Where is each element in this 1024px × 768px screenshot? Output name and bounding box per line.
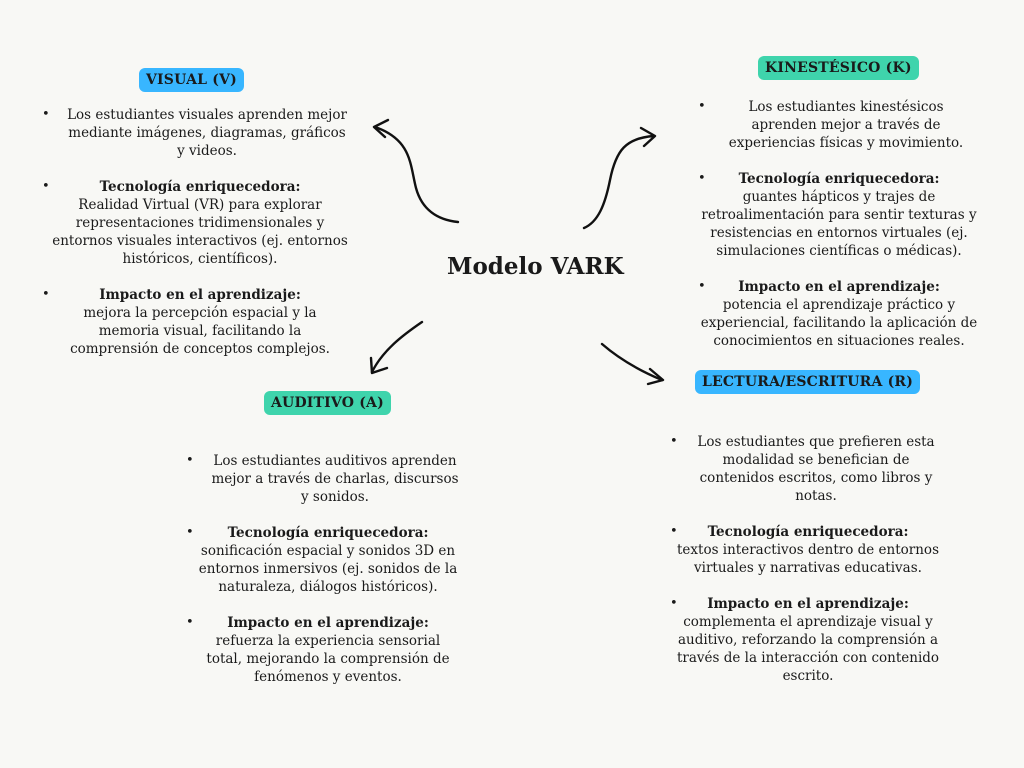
kinesthetic-description: • Los estudiantes kinestésicos aprenden mejor a través de experiencias físicas y movimiento.	[728, 99, 964, 151]
kinesthetic-impact-heading: • Impacto en el aprendizaje:	[738, 279, 940, 295]
auditory-tech-heading: • Tecnología enriquecedora:	[227, 525, 429, 541]
list-item	[700, 278, 978, 350]
list-item	[44, 106, 356, 160]
reading-description: • Los estudiantes que prefieren esta modalidad se benefician de contenidos escritos, como libros y notas.	[697, 434, 935, 504]
list-item	[700, 170, 978, 260]
section-kinesthetic	[700, 98, 978, 368]
list-item	[188, 452, 468, 506]
badge-reading-writing: LECTURA/ESCRITURA (R)	[695, 370, 920, 394]
reading-tech-text: textos interactivos dentro de entornos virtuales y narrativas educativas.	[677, 542, 939, 576]
section-visual	[44, 106, 356, 376]
visual-impact-text: mejora la percepción espacial y la memoria visual, facilitando la comprensión de conceptos complejos.	[70, 305, 330, 357]
diagram-title: Modelo VARK	[447, 253, 624, 280]
reading-tech-heading: • Tecnología enriquecedora:	[707, 524, 909, 540]
list-item	[188, 524, 468, 596]
arrow-to-auditory	[372, 322, 422, 372]
auditory-impact-text: refuerza la experiencia sensorial total, mejorando la comprensión de fenómenos y eventos.	[206, 633, 450, 685]
auditory-tech-text: sonificación espacial y sonidos 3D en entornos inmersivos (ej. sonidos de la naturaleza, diálogos históricos).	[198, 543, 458, 595]
visual-tech-text: Realidad Virtual (VR) para explorar representaciones tridimensionales y entornos visuales interactivos (ej. entornos históricos, científicos).	[52, 197, 348, 267]
arrow-to-visual	[375, 127, 458, 222]
list-item	[188, 614, 468, 686]
auditory-impact-heading: • Impacto en el aprendizaje:	[227, 615, 429, 631]
badge-kinesthetic: KINESTÉSICO (K)	[758, 56, 919, 80]
reading-impact-text: complementa el aprendizaje visual y auditivo, reforzando la comprensión a través de la interacción con contenido escrito.	[676, 614, 940, 684]
arrow-to-reading	[602, 344, 662, 380]
reading-impact-heading: • Impacto en el aprendizaje:	[707, 596, 909, 612]
visual-description: • Los estudiantes visuales aprenden mejor mediante imágenes, diagramas, gráficos y videos.	[67, 107, 347, 159]
badge-auditory: AUDITIVO (A)	[264, 391, 391, 415]
auditory-description: • Los estudiantes auditivos aprenden mejor a través de charlas, discursos y sonidos.	[211, 453, 459, 505]
kinesthetic-tech-heading: • Tecnología enriquecedora:	[738, 171, 940, 187]
list-item	[44, 286, 356, 358]
arrow-to-kinesthetic	[584, 136, 654, 228]
visual-impact-heading: • Impacto en el aprendizaje:	[99, 287, 301, 303]
kinesthetic-tech-text: guantes hápticos y trajes de retroalimentación para sentir texturas y resistencias en entornos virtuales (ej. simulaciones científicas o médicas).	[701, 189, 977, 259]
kinesthetic-impact-text: potencia el aprendizaje práctico y experiencial, facilitando la aplicación de conocimientos en situaciones reales.	[700, 297, 978, 349]
section-auditory	[188, 452, 468, 704]
list-item	[672, 433, 944, 505]
list-item	[700, 98, 978, 152]
section-reading-writing	[672, 433, 944, 703]
visual-tech-heading: • Tecnología enriquecedora:	[99, 179, 301, 195]
list-item	[672, 595, 944, 685]
badge-visual: VISUAL (V)	[139, 68, 244, 92]
list-item	[672, 523, 944, 577]
list-item	[44, 178, 356, 268]
